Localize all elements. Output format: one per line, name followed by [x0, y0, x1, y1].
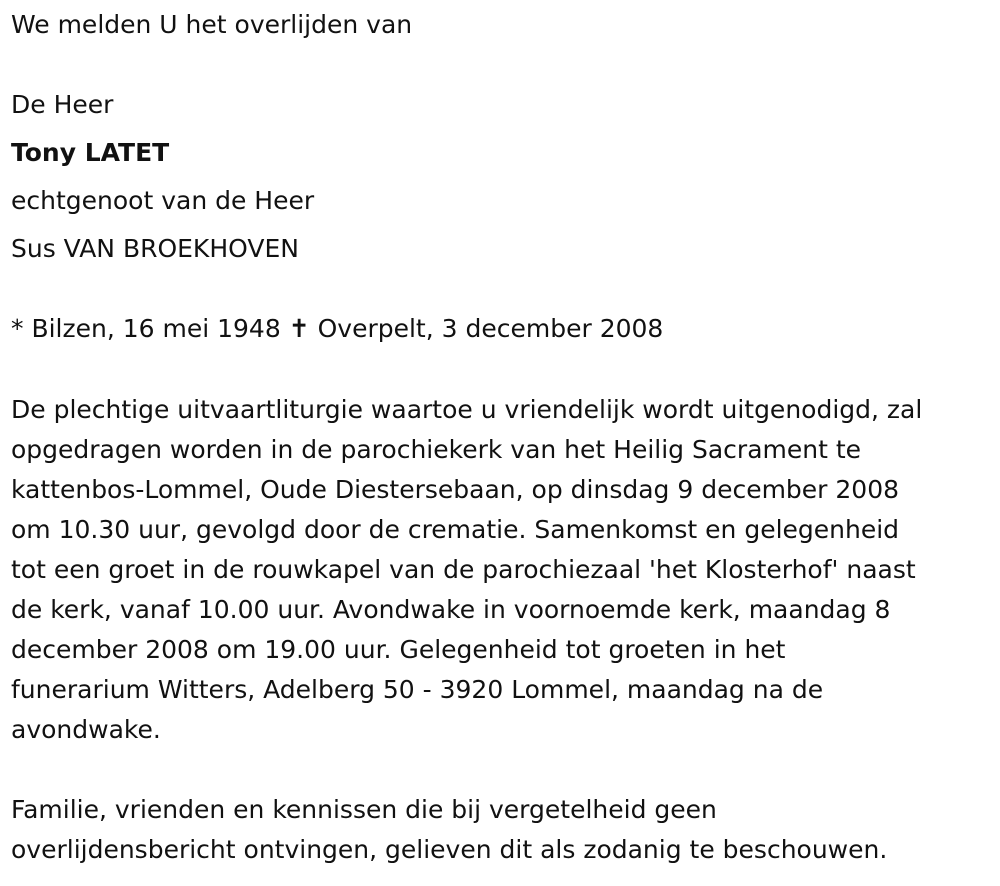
- funeral-line: funerarium Witters, Adelberg 50 - 3920 Lommel, maandag na de: [11, 675, 824, 704]
- salutation: De Heer: [11, 90, 114, 119]
- funeral-line: opgedragen worden in de parochiekerk van het Heilig Sacrament te: [11, 435, 862, 464]
- funeral-line: om 10.30 uur, gevolgd door de crematie. Samenkomst en gelegenheid: [11, 515, 900, 544]
- funeral-line: tot een groet in de rouwkapel van de parochiezaal 'het Klosterhof' naast: [11, 555, 916, 584]
- funeral-line: avondwake.: [11, 715, 161, 744]
- spouse-name: Sus VAN BROEKHOVEN: [11, 234, 299, 263]
- cross-icon: ✝: [288, 314, 310, 343]
- life-dates: [11, 314, 663, 344]
- funeral-line: kattenbos-Lommel, Oude Diestersebaan, op dinsdag 9 december 2008: [11, 475, 900, 504]
- deceased-name: Tony LATET: [11, 138, 170, 167]
- funeral-line: de kerk, vanaf 10.00 uur. Avondwake in voornoemde kerk, maandag 8: [11, 595, 891, 624]
- intro-text: We melden U het overlijden van: [11, 10, 413, 39]
- death-info: Overpelt, 3 december 2008: [317, 314, 664, 343]
- relation-text: echtgenoot van de Heer: [11, 186, 315, 215]
- birth-info: * Bilzen, 16 mei 1948: [11, 314, 281, 343]
- funeral-line: december 2008 om 19.00 uur. Gelegenheid tot groeten in het: [11, 635, 786, 664]
- closing-line: Familie, vrienden en kennissen die bij vergetelheid geen: [11, 795, 717, 824]
- funeral-line: De plechtige uitvaartliturgie waartoe u vriendelijk wordt uitgenodigd, zal: [11, 395, 923, 424]
- closing-line: overlijdensbericht ontvingen, gelieven dit als zodanig te beschouwen.: [11, 835, 888, 864]
